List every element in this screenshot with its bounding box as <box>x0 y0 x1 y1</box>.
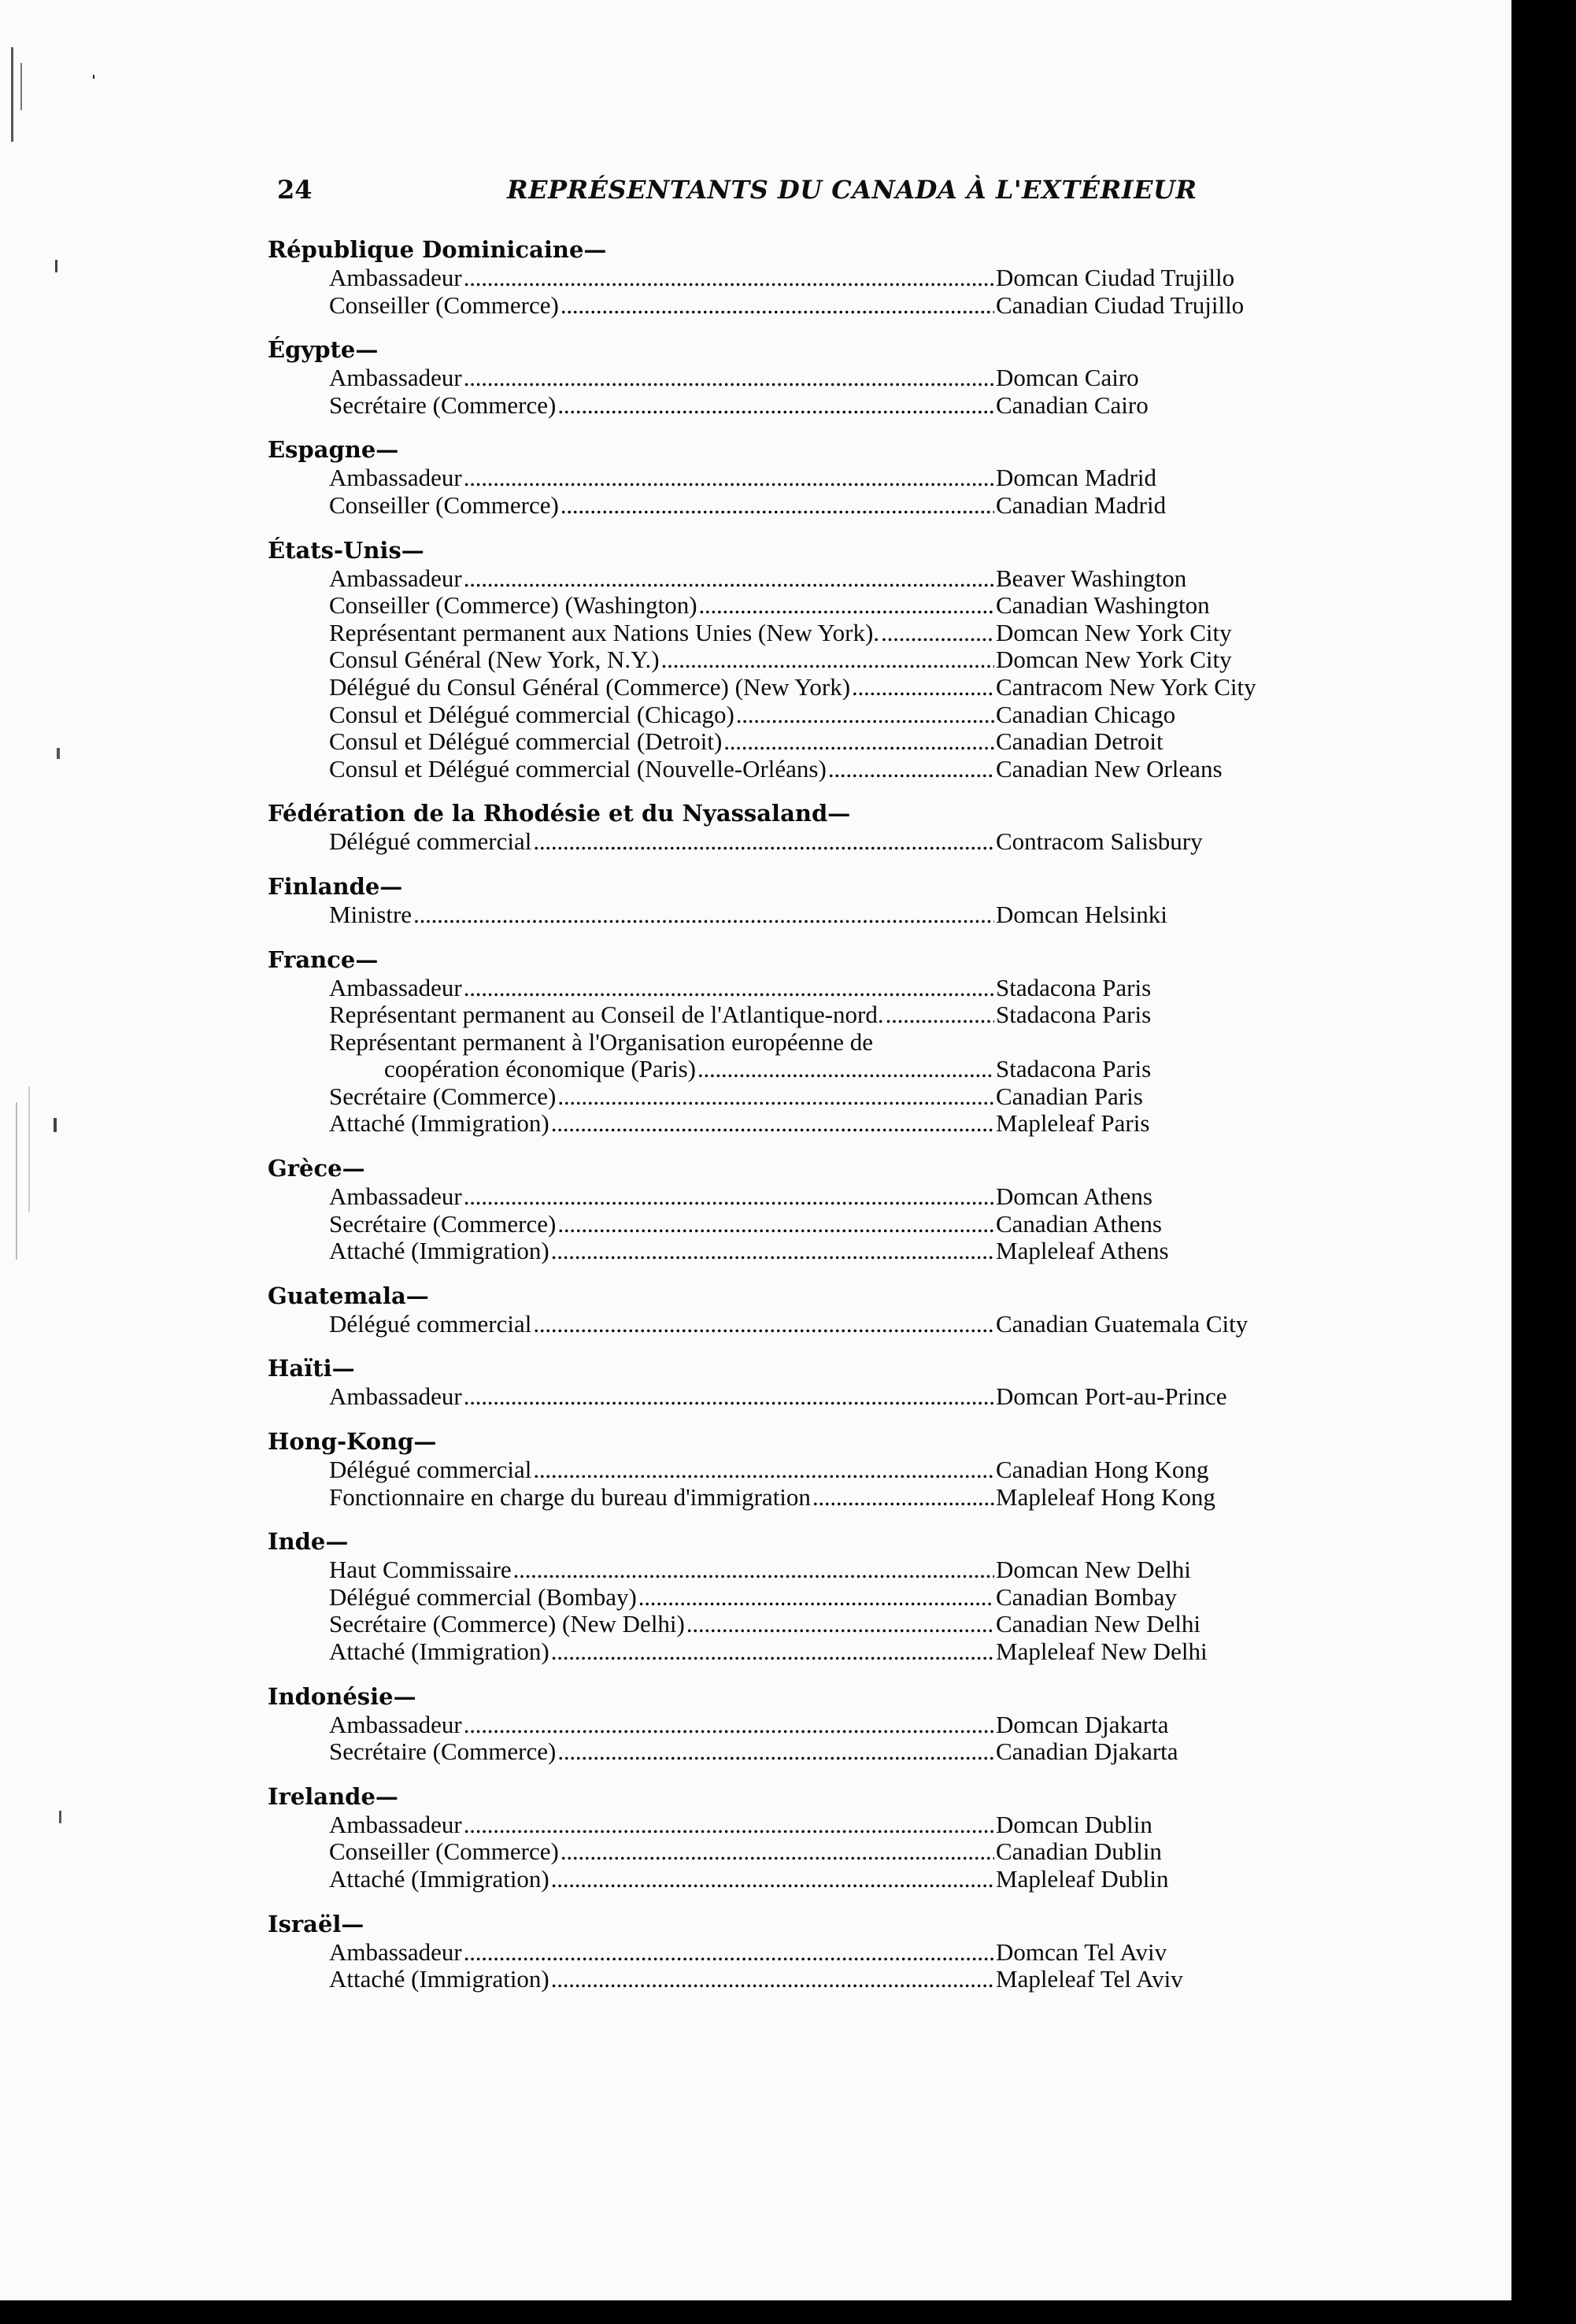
page-number: 24 <box>277 175 313 205</box>
country-heading: Indonésie— <box>268 1682 416 1710</box>
entry-row <box>268 1611 1354 1638</box>
country-heading: Guatemala— <box>268 1282 429 1309</box>
dot-leader <box>736 701 994 729</box>
entry-role: Ambassadeur <box>329 264 462 291</box>
entry-role: Haut Commissaire <box>329 1556 512 1584</box>
dot-leader <box>551 1638 994 1666</box>
dot-leader <box>464 1811 994 1839</box>
entry-role: Secrétaire (Commerce) <box>329 1082 557 1110</box>
dot-leader <box>533 828 994 856</box>
dot-leader <box>551 1966 994 1993</box>
dot-leader <box>533 1311 994 1338</box>
country-section <box>268 1683 1354 1766</box>
telegraphic-address: Canadian Dublin <box>996 1837 1162 1866</box>
telegraphic-address: Canadian Hong Kong <box>996 1456 1209 1484</box>
entry-role: Ambassadeur <box>329 1182 462 1211</box>
entry-role: Ambassadeur <box>329 464 462 492</box>
entry-row <box>268 1966 1354 1993</box>
entry-role: Représentant permanent à l'Organisation européenne de <box>329 1027 874 1056</box>
dot-leader <box>533 1456 994 1484</box>
entry-role: Consul Général (New York, N.Y.) <box>329 646 660 674</box>
telegraphic-address: Mapleleaf New Delhi <box>996 1638 1208 1665</box>
telegraphic-address: Canadian Cairo <box>996 390 1149 419</box>
entry-row <box>268 620 1354 647</box>
dot-leader <box>560 1838 994 1866</box>
entry-role: Consul et Délégué commercial (Chicago) <box>329 700 734 728</box>
entry-role: Ambassadeur <box>329 973 462 1001</box>
entry-row <box>268 1556 1354 1584</box>
dot-leader <box>697 1056 994 1083</box>
entry-role: Délégué commercial <box>329 1456 532 1484</box>
country-heading: Inde— <box>268 1528 349 1556</box>
country-heading: France— <box>268 946 379 973</box>
telegraphic-address: Mapleleaf Dublin <box>996 1864 1169 1893</box>
entry-row <box>268 701 1354 729</box>
entry-row <box>268 1484 1354 1512</box>
dot-leader <box>464 1383 994 1411</box>
dot-leader <box>464 464 994 492</box>
entry-role: Consul et Délégué commercial (Nouvelle-Orléans) <box>329 754 827 783</box>
entry-row <box>268 1738 1354 1766</box>
entry-row <box>268 1584 1354 1612</box>
dot-leader <box>560 292 994 320</box>
dot-leader <box>513 1556 994 1584</box>
left-margin-scan-noise <box>0 0 94 2324</box>
entry-role: Secrétaire (Commerce) <box>329 390 557 419</box>
telegraphic-address: Domcan Athens <box>996 1182 1152 1211</box>
dot-leader <box>686 1611 994 1638</box>
dot-leader <box>723 728 994 756</box>
dot-leader <box>886 1001 994 1029</box>
entry-row <box>268 1383 1354 1411</box>
dot-leader <box>881 620 994 647</box>
dot-leader <box>464 1939 994 1967</box>
scan-edge-bottom <box>0 2300 1576 2324</box>
telegraphic-address: Canadian Ciudad Trujillo <box>996 290 1245 319</box>
dot-leader <box>551 1866 994 1893</box>
entry-role: Secrétaire (Commerce) (New Delhi) <box>329 1610 685 1638</box>
entry-row <box>268 1456 1354 1484</box>
dot-leader <box>661 646 994 674</box>
entry-row <box>268 646 1354 674</box>
country-section <box>268 436 1354 519</box>
dot-leader <box>464 365 994 392</box>
telegraphic-address: Domcan Ciudad Trujillo <box>996 264 1235 291</box>
dot-leader <box>560 492 994 520</box>
telegraphic-address: Canadian Chicago <box>996 700 1176 728</box>
entry-row <box>268 392 1354 420</box>
telegraphic-address: Domcan Madrid <box>996 464 1157 492</box>
dot-leader <box>464 565 994 593</box>
telegraphic-address: Canadian Bombay <box>996 1582 1177 1611</box>
country-heading: Israël— <box>268 1910 364 1937</box>
entry-role: Ambassadeur <box>329 1937 462 1966</box>
dot-leader <box>557 1738 994 1766</box>
dot-leader <box>852 674 994 701</box>
telegraphic-address: Canadian New Delhi <box>996 1610 1200 1638</box>
telegraphic-address: Mapleleaf Athens <box>996 1237 1169 1265</box>
telegraphic-address: Canadian Detroit <box>996 727 1164 756</box>
entry-role: Conseiller (Commerce) <box>329 290 559 319</box>
entry-row <box>268 1838 1354 1866</box>
country-heading: Espagne— <box>268 436 399 464</box>
entry-row <box>268 1238 1354 1265</box>
entry-row <box>268 1712 1354 1739</box>
telegraphic-address: Cantracom New York City <box>996 672 1256 701</box>
dot-leader <box>551 1110 994 1138</box>
entry-role: Conseiller (Commerce) <box>329 490 559 519</box>
telegraphic-address: Domcan Tel Aviv <box>996 1937 1167 1966</box>
telegraphic-address: Contracom Salisbury <box>996 827 1203 856</box>
telegraphic-address: Canadian Djakarta <box>996 1737 1178 1766</box>
entry-role: Ambassadeur <box>329 364 462 392</box>
telegraphic-address: Beaver Washington <box>996 564 1187 592</box>
dot-leader <box>464 265 994 292</box>
telegraphic-address: Domcan New Delhi <box>996 1556 1191 1584</box>
entry-row <box>268 1311 1354 1338</box>
entry-role: Attaché (Immigration) <box>329 1638 549 1665</box>
entry-role: Consul et Délégué commercial (Detroit) <box>329 727 723 756</box>
country-heading: Haïti— <box>268 1355 355 1382</box>
entry-row <box>268 828 1354 856</box>
telegraphic-address: Canadian Athens <box>996 1209 1162 1238</box>
country-section <box>268 946 1354 1138</box>
country-heading: Fédération de la Rhodésie et du Nyassaland— <box>268 800 851 827</box>
entry-role: Délégué commercial (Bombay) <box>329 1582 637 1611</box>
country-heading: Grèce— <box>268 1155 365 1182</box>
entry-role: Attaché (Immigration) <box>329 1864 549 1893</box>
entry-role: coopération économique (Paris) <box>384 1055 696 1083</box>
entry-row <box>268 1110 1354 1138</box>
telegraphic-address: Domcan Djakarta <box>996 1710 1169 1738</box>
dot-leader <box>557 392 994 420</box>
telegraphic-address: Domcan New York City <box>996 618 1232 646</box>
country-section <box>268 1528 1354 1665</box>
entry-row <box>268 975 1354 1002</box>
entry-role: Attaché (Immigration) <box>329 1965 549 1993</box>
entry-row <box>268 365 1354 392</box>
entry-row <box>268 1056 1354 1083</box>
dot-leader <box>464 1712 994 1739</box>
telegraphic-address: Domcan Port-au-Prince <box>996 1382 1227 1411</box>
country-section <box>268 1911 1354 1993</box>
entry-row <box>268 592 1354 620</box>
entry-role: Conseiller (Commerce) <box>329 1837 559 1866</box>
telegraphic-address: Stadacona Paris <box>996 1001 1152 1029</box>
telegraphic-address: Stadacona Paris <box>996 1055 1152 1083</box>
country-section <box>268 537 1354 783</box>
entry-row <box>268 674 1354 701</box>
country-section <box>268 336 1354 419</box>
telegraphic-address: Stadacona Paris <box>996 973 1152 1001</box>
entry-role: Ambassadeur <box>329 1382 462 1411</box>
country-heading: Hong-Kong— <box>268 1428 437 1456</box>
entry-row <box>268 1001 1354 1029</box>
dot-leader <box>828 756 994 783</box>
entry-role: Fonctionnaire en charge du bureau d'immigration <box>329 1482 811 1511</box>
entry-role: Ambassadeur <box>329 1810 462 1838</box>
entry-role: Délégué commercial <box>329 827 532 856</box>
entry-row <box>268 464 1354 492</box>
country-section <box>268 1155 1354 1265</box>
entry-row <box>268 1638 1354 1666</box>
telegraphic-address: Canadian Madrid <box>996 490 1167 519</box>
dot-leader <box>464 975 994 1002</box>
telegraphic-address: Mapleleaf Paris <box>996 1109 1150 1138</box>
telegraphic-address: Canadian Guatemala City <box>996 1309 1249 1338</box>
entry-role: Représentant permanent au Conseil de l'Atlantique-nord. <box>329 1001 884 1029</box>
representatives-list <box>268 236 1354 2011</box>
country-heading: Irelande— <box>268 1782 398 1810</box>
entry-row <box>268 1811 1354 1839</box>
entry-role: Secrétaire (Commerce) <box>329 1209 557 1238</box>
country-section <box>268 236 1354 319</box>
entry-row <box>268 292 1354 320</box>
dot-leader <box>557 1083 994 1111</box>
telegraphic-address: Domcan Cairo <box>996 364 1139 392</box>
country-section <box>268 1428 1354 1511</box>
entry-role: Ministre <box>329 900 412 928</box>
country-heading: États-Unis— <box>268 536 424 564</box>
entry-role: Délégué du Consul Général (Commerce) (New York) <box>329 672 851 701</box>
entry-row <box>268 1866 1354 1893</box>
telegraphic-address: Domcan New York City <box>996 646 1232 674</box>
entry-role: Représentant permanent aux Nations Unies (New York). <box>329 618 880 646</box>
dot-leader <box>638 1584 994 1612</box>
telegraphic-address: Domcan Dublin <box>996 1810 1152 1838</box>
entry-row <box>268 1183 1354 1211</box>
country-heading: Finlande— <box>268 872 403 900</box>
entry-role: Attaché (Immigration) <box>329 1109 549 1138</box>
dot-leader <box>699 592 994 620</box>
entry-row <box>268 901 1354 929</box>
country-section <box>268 1282 1354 1338</box>
telegraphic-address: Domcan Helsinki <box>996 900 1167 928</box>
scan-edge-right <box>1511 0 1576 2324</box>
telegraphic-address: Mapleleaf Tel Aviv <box>996 1965 1183 1993</box>
page-header <box>277 175 1340 214</box>
entry-row <box>268 492 1354 520</box>
dot-leader <box>557 1211 994 1238</box>
dot-leader <box>464 1183 994 1211</box>
country-heading: Égypte— <box>268 336 379 364</box>
country-section <box>268 1355 1354 1411</box>
entry-role: Secrétaire (Commerce) <box>329 1737 557 1766</box>
running-title: REPRÉSENTANTS DU CANADA À L'EXTÉRIEUR <box>507 175 1197 205</box>
country-section <box>268 873 1354 929</box>
country-section <box>268 1783 1354 1893</box>
telegraphic-address: Canadian Washington <box>996 591 1210 620</box>
country-heading: République Dominicaine— <box>268 236 607 263</box>
dot-leader <box>812 1484 994 1512</box>
entry-role: Attaché (Immigration) <box>329 1237 549 1265</box>
entry-role: Ambassadeur <box>329 564 462 592</box>
telegraphic-address: Canadian Paris <box>996 1082 1143 1110</box>
country-section <box>268 800 1354 856</box>
entry-role: Délégué commercial <box>329 1309 532 1338</box>
dot-leader <box>413 901 994 929</box>
entry-row <box>268 1029 1354 1057</box>
entry-row <box>268 1211 1354 1238</box>
entry-row <box>268 728 1354 756</box>
telegraphic-address: Mapleleaf Hong Kong <box>996 1482 1215 1511</box>
entry-row <box>268 1939 1354 1967</box>
entry-row <box>268 565 1354 593</box>
entry-row <box>268 265 1354 292</box>
telegraphic-address: Canadian New Orleans <box>996 754 1223 783</box>
entry-row <box>268 756 1354 783</box>
dot-leader <box>551 1238 994 1265</box>
entry-role: Ambassadeur <box>329 1710 462 1738</box>
entry-role: Conseiller (Commerce) (Washington) <box>329 591 697 620</box>
entry-row <box>268 1083 1354 1111</box>
